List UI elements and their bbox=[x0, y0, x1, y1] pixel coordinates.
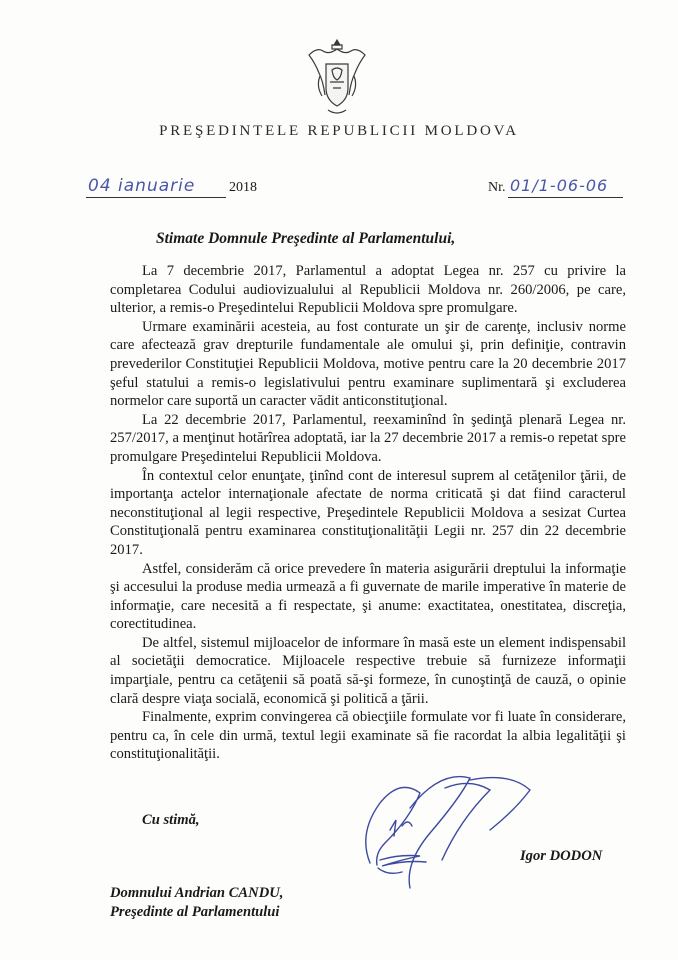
letter-body bbox=[110, 262, 626, 764]
handwritten-signature bbox=[350, 768, 570, 908]
salutation: Stimate Domnule Preşedinte al Parlamentului, bbox=[156, 230, 456, 247]
paragraph-5: Astfel, considerăm că orice prevedere în materia asigurării dreptului la informaţie şi accesului la produse media urmează a fi guvernate de marile imperative în materie de informaţie, care necesită a fi respectate, şi anume: exactitatea, onestitatea, discreţia, corectitudinea. bbox=[110, 560, 626, 633]
closing-text: Cu stimă, bbox=[142, 812, 200, 828]
addressee-title: Preşedinte al Parlamentului bbox=[110, 904, 280, 920]
addressee-block bbox=[110, 884, 283, 922]
year-text: 2018 bbox=[229, 180, 257, 195]
paragraph-6: De altfel, sistemul mijloacelor de informare în masă este un element indispensabil al societăţii democratice. Mijloacele respective trebuie să furnizeze informaţii imparţiale, pentru ca cetăţenii să poată să-şi formeze, în cunoştinţă de cauză, o opinie clară despre viaţa socială, economică şi politică a ţării. bbox=[110, 634, 626, 707]
paragraph-4: În contextul celor enunţate, ţinînd cont de interesul suprem al cetăţenilor ţării, de importanţa actelor internaţionale afectate de norma criticată şi dat fiind caracterul neconstituţional al legii respective, Preşedintele Republicii Moldova a sesizat Curtea Constituţională pentru examinarea constituţionalităţii Legii nr. 257 din 22 decembrie 2017. bbox=[110, 467, 626, 558]
paragraph-3: La 22 decembrie 2017, Parlamentul, reexaminînd în şedinţă plenară Legea nr. 257/2017, a menţinut hotărîrea adoptată, iar la 27 decembrie 2017 a remis-o repetat spre promulgare Preşedintelui Republicii Moldova. bbox=[110, 411, 626, 465]
nr-label: Nr. bbox=[488, 180, 506, 195]
coat-of-arms-icon bbox=[306, 36, 368, 122]
signer-name: Igor DODON bbox=[520, 848, 603, 864]
paragraph-7: Finalmente, exprim convingerea că obiecţiile formulate vor fi luate în considerare, pentru ca, în cele din urmă, textul legii examinate să fie racordat la albia legalităţii şi constituţionalităţii. bbox=[110, 709, 626, 763]
paragraph-1: La 7 decembrie 2017, Parlamentul a adoptat Legea nr. 257 cu privire la completarea Codului audiovizualului al Republicii Moldova nr. 260/2006, pe care, ulterior, a remis-o Preşedintelui Republicii Moldova spre promulgare. bbox=[110, 263, 626, 317]
date-handwritten: 04 ianuarie bbox=[86, 176, 226, 198]
paragraph-2: Urmare examinării acesteia, au fost conturate un şir de carenţe, inclusiv norme care afectează grav drepturile fundamentale ale omului şi, prin definiţie, contravin prevederilor Constituţiei Republicii Moldova, motive pentru care la 20 decembrie 2017 şeful statului a remis-o legislativului pentru examinare suplimentară şi excluderea normelor care suportă un caracter vădit anticonstituţional. bbox=[110, 318, 626, 410]
addressee-name: Domnului Andrian CANDU, bbox=[110, 885, 284, 901]
nr-handwritten: 01/1-06-06 bbox=[508, 176, 623, 198]
office-title: PREŞEDINTELE REPUBLICII MOLDOVA bbox=[159, 123, 519, 139]
